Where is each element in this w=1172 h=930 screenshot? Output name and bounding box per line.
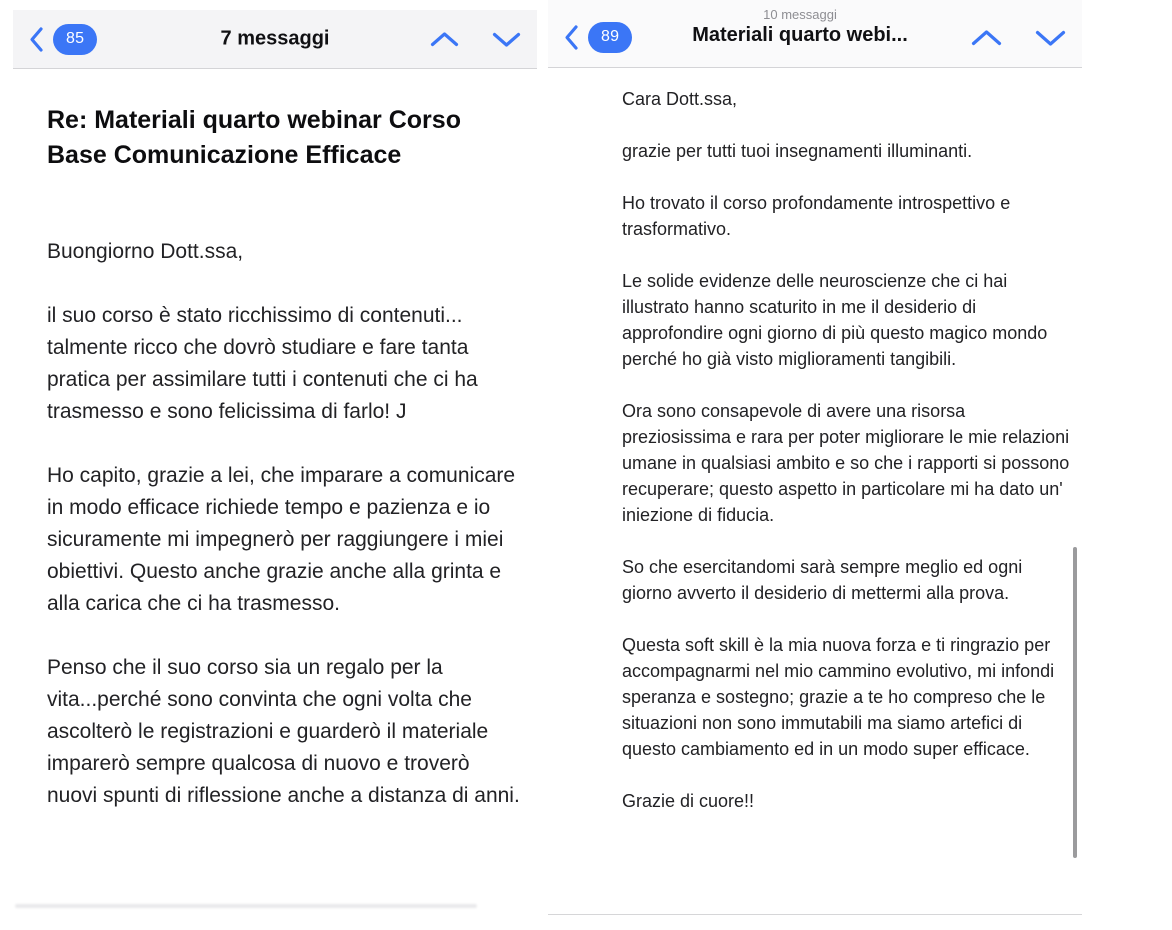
email-body bbox=[622, 86, 1072, 840]
left-nav-bar bbox=[13, 10, 537, 69]
chevron-up-icon bbox=[971, 29, 1002, 47]
email-paragraph: Grazie di cuore!! bbox=[622, 791, 755, 811]
email-body bbox=[47, 236, 525, 844]
unread-count-badge: 89 bbox=[588, 22, 632, 53]
email-subject: Re: Materiali quarto webinar Corso Base Comunicazione Efficace bbox=[47, 105, 461, 169]
email-paragraph: il suo corso è stato ricchissimo di contenuti... talmente ricco che dovrò studiare e fare tanta pratica per assimilare tutti i contenuti che ci ha trasmesso e sono felicissima di farlo! J bbox=[47, 304, 478, 423]
chevron-up-icon bbox=[430, 31, 459, 48]
email-paragraph: Ora sono consapevole di avere una risorsa preziosissima e rara per poter migliorare le mie relazioni umane in qualsiasi ambito e so che i rapporti si possono recuperare; questo aspetto in particolare mi ha dato un' iniezione di fiducia. bbox=[622, 401, 1070, 525]
chevron-down-icon bbox=[1035, 29, 1066, 47]
chevron-left-icon bbox=[564, 24, 579, 51]
back-button[interactable] bbox=[564, 22, 632, 53]
previous-message-button[interactable] bbox=[430, 31, 459, 48]
email-paragraph: So che esercitandomi sarà sempre meglio ed ogni giorno avverto il desiderio di mettermi alla prova. bbox=[622, 557, 1023, 603]
chevron-left-icon bbox=[29, 26, 44, 53]
unread-count-badge: 85 bbox=[53, 24, 97, 55]
thread-title-block bbox=[648, 7, 952, 47]
thread-title: 7 messaggi bbox=[220, 27, 330, 50]
chevron-down-icon bbox=[492, 31, 521, 48]
message-count-label: 10 messaggi bbox=[763, 7, 837, 22]
next-message-button[interactable] bbox=[1035, 29, 1066, 47]
mail-thread-pane-right bbox=[548, 0, 1082, 930]
back-button[interactable] bbox=[29, 24, 97, 55]
email-paragraph: Questa soft skill è la mia nuova forza e ti ringrazio per accompagnarmi nel mio cammino evolutivo, mi infondi speranza e sostegno; grazie a te ho compreso che le situazioni non sono immutabili ma siamo artefici di questo cambiamento ed in un modo super efficace. bbox=[622, 635, 1055, 759]
email-paragraph: Ho capito, grazie a lei, che imparare a comunicare in modo efficace richiede tempo e pazienza e io sicuramente mi impegnerò per raggiungere i miei obiettivi. Questo anche grazie anche alla grinta e alla carica che ci ha trasmesso. bbox=[47, 464, 516, 615]
previous-message-button[interactable] bbox=[971, 29, 1002, 47]
email-paragraph: Buongiorno Dott.ssa, bbox=[47, 240, 244, 263]
email-paragraph: Cara Dott.ssa, bbox=[622, 89, 738, 109]
right-nav-bar bbox=[548, 0, 1082, 68]
next-message-button[interactable] bbox=[492, 31, 521, 48]
email-paragraph: grazie per tutti tuoi insegnamenti illuminanti. bbox=[622, 141, 973, 161]
divider bbox=[548, 914, 1082, 915]
mail-thread-pane-left bbox=[13, 0, 537, 930]
email-paragraph: Penso che il suo corso sia un regalo per la vita...perché sono convinta che ogni volta che ascolterò le registrazioni e guarderò il materiale imparerò sempre qualcosa di nuovo e troverò nuovi spunti di riflessione anche a distanza di anni. bbox=[47, 656, 520, 807]
cut-off-text-line bbox=[15, 904, 477, 908]
email-paragraph: Ho trovato il corso profondamente introspettivo e trasformativo. bbox=[622, 193, 1011, 239]
thread-title: Materiali quarto webi... bbox=[692, 24, 908, 46]
email-paragraph: Le solide evidenze delle neuroscienze che ci hai illustrato hanno scaturito in me il desiderio di approfondire ogni giorno di più questo magico mondo perché ho già visto miglioramenti tangibili. bbox=[622, 271, 1048, 369]
scrollbar-thumb[interactable] bbox=[1073, 547, 1077, 858]
